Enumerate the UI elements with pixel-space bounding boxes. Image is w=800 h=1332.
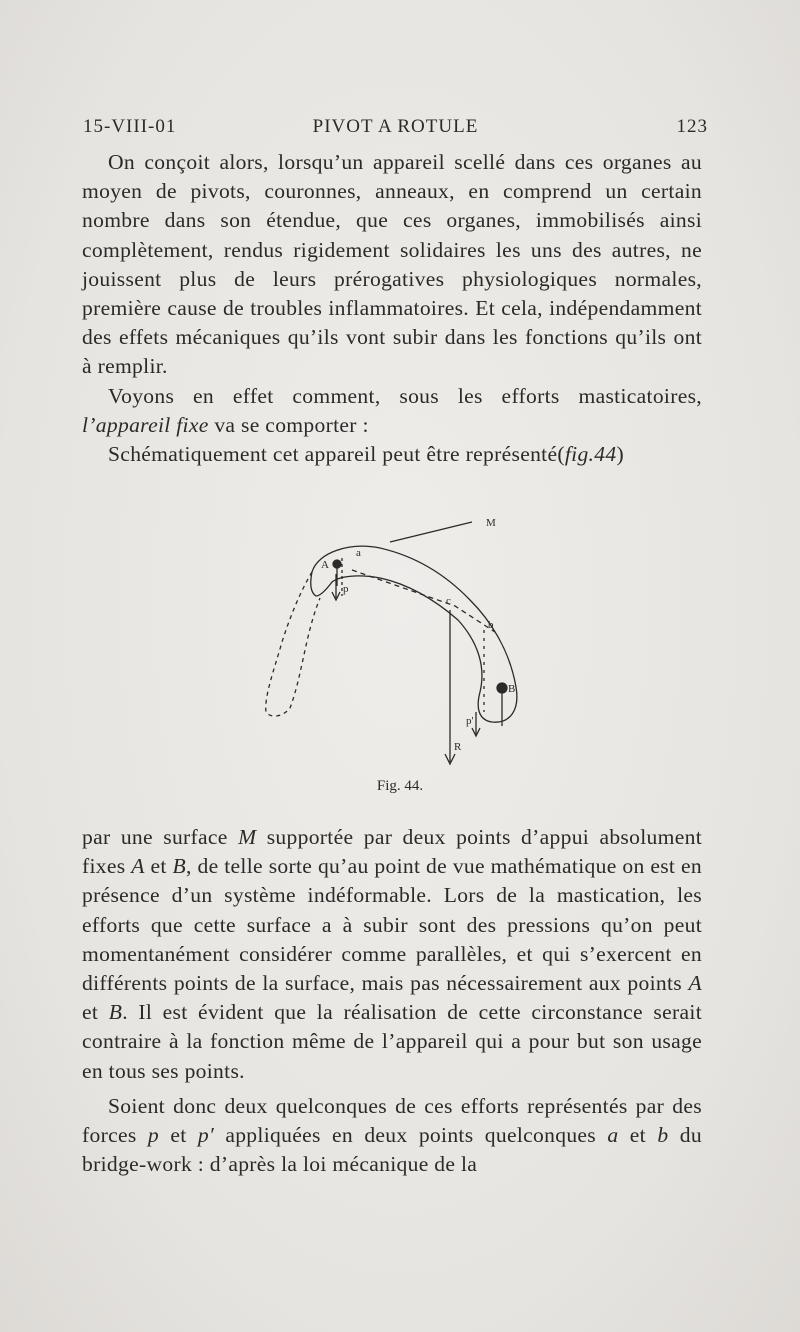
label-force-p-prime: p' — [466, 715, 474, 727]
paragraph-5 — [82, 1092, 702, 1180]
p5-t3: appliquées en deux points quelconques — [213, 1123, 608, 1148]
p5-var-p-prime: p′ — [197, 1123, 214, 1148]
paragraph-3 — [82, 440, 702, 469]
p5-t4: et — [618, 1123, 658, 1148]
label-point-b: b — [488, 619, 494, 631]
label-point-a: a — [356, 547, 361, 559]
support-b — [497, 683, 507, 693]
p4-var-a: A — [131, 854, 145, 879]
p5-t1: Soient donc deux quelconques de ces efforts représentés par des forces — [82, 1093, 702, 1148]
figure-caption: Fig. 44. — [376, 778, 424, 794]
text-block-upper — [82, 148, 702, 469]
dashed-diagonal — [352, 570, 495, 632]
p4-t5: et — [82, 1000, 109, 1025]
p4-var-a2: A — [688, 971, 702, 996]
label-b-support: B — [508, 683, 516, 695]
p4-var-b2: B — [108, 1000, 123, 1025]
label-r: R — [454, 741, 462, 753]
p5-var-b: b — [657, 1123, 669, 1148]
figure-44-diagram — [240, 512, 540, 774]
text-block-lower — [82, 823, 702, 1179]
p4-t6: . Il est évident que la réalisation de cette circonstance serait contraire à la fonction même de l’appareil qui a pour but son usage en tous ses points. — [82, 1000, 702, 1083]
p5-t2: et — [159, 1123, 198, 1148]
p4-t4: , de telle sorte qu’au point de vue mathématique on est en présence d’un système indéformable. Lors de la mastication, les efforts que cette surface a à subir sont des pressions qu’on peut momentanément considérer comme parallèles, et qui s’exercent en différents points de la surface, mais pas nécessairement aux points — [82, 854, 702, 996]
label-force-p: p — [343, 583, 349, 595]
paragraph-4 — [82, 823, 702, 1086]
paragraph-2-end: va se comporter : — [208, 412, 369, 437]
label-m: M — [486, 517, 496, 529]
paragraph-3-end: ) — [616, 442, 624, 467]
paragraph-2-italic: l’appareil fixe — [82, 412, 209, 437]
p5-var-a: a — [607, 1123, 619, 1148]
bridge-schematic — [240, 512, 540, 774]
p4-t1: par une surface — [82, 825, 239, 849]
support-a — [333, 560, 341, 568]
p4-t2: supportée par deux points d’appui absolument fixes — [82, 825, 702, 879]
p5-t5: du bridge-work : d’après la loi mécanique de la — [82, 1123, 702, 1177]
running-title: PIVOT A ROTULE — [312, 116, 479, 137]
p4-t3: et — [144, 854, 173, 879]
page-number: 123 — [676, 116, 708, 137]
paragraph-3-text: Schématiquement cet appareil peut être représenté( — [108, 442, 565, 467]
label-point-c: c — [446, 595, 451, 607]
dashed-outline — [266, 572, 320, 716]
paragraph-2 — [82, 382, 702, 440]
paragraph-2-text: Voyons en effet comment, sous les efforts masticatoires, — [108, 383, 702, 408]
paragraph-1: On conçoit alors, lorsqu’un appareil scellé dans ces organes au moyen de pivots, couronnes, anneaux, en comprend un certain nombre dans son étendue, que ces organes, immobilisés ainsi complètement, rendus rigidement solidaires les uns des autres, ne jouissent plus de leurs prérogatives physiologiques normales, première cause de troubles inflammatoires. Et cela, indépendamment des effets mécaniques qu’ils vont subir dans les fonctions qu’ils ont à remplir. — [82, 150, 702, 379]
m-leader-line — [390, 522, 472, 542]
p4-var-b: B — [172, 854, 187, 879]
signature-mark: 15-VIII-01 — [83, 116, 177, 137]
p5-var-p: p — [147, 1123, 159, 1148]
figure-reference: fig.44 — [564, 442, 617, 467]
label-a-support: A — [321, 559, 329, 571]
running-head — [83, 116, 708, 142]
p4-var-m: M — [238, 825, 257, 849]
